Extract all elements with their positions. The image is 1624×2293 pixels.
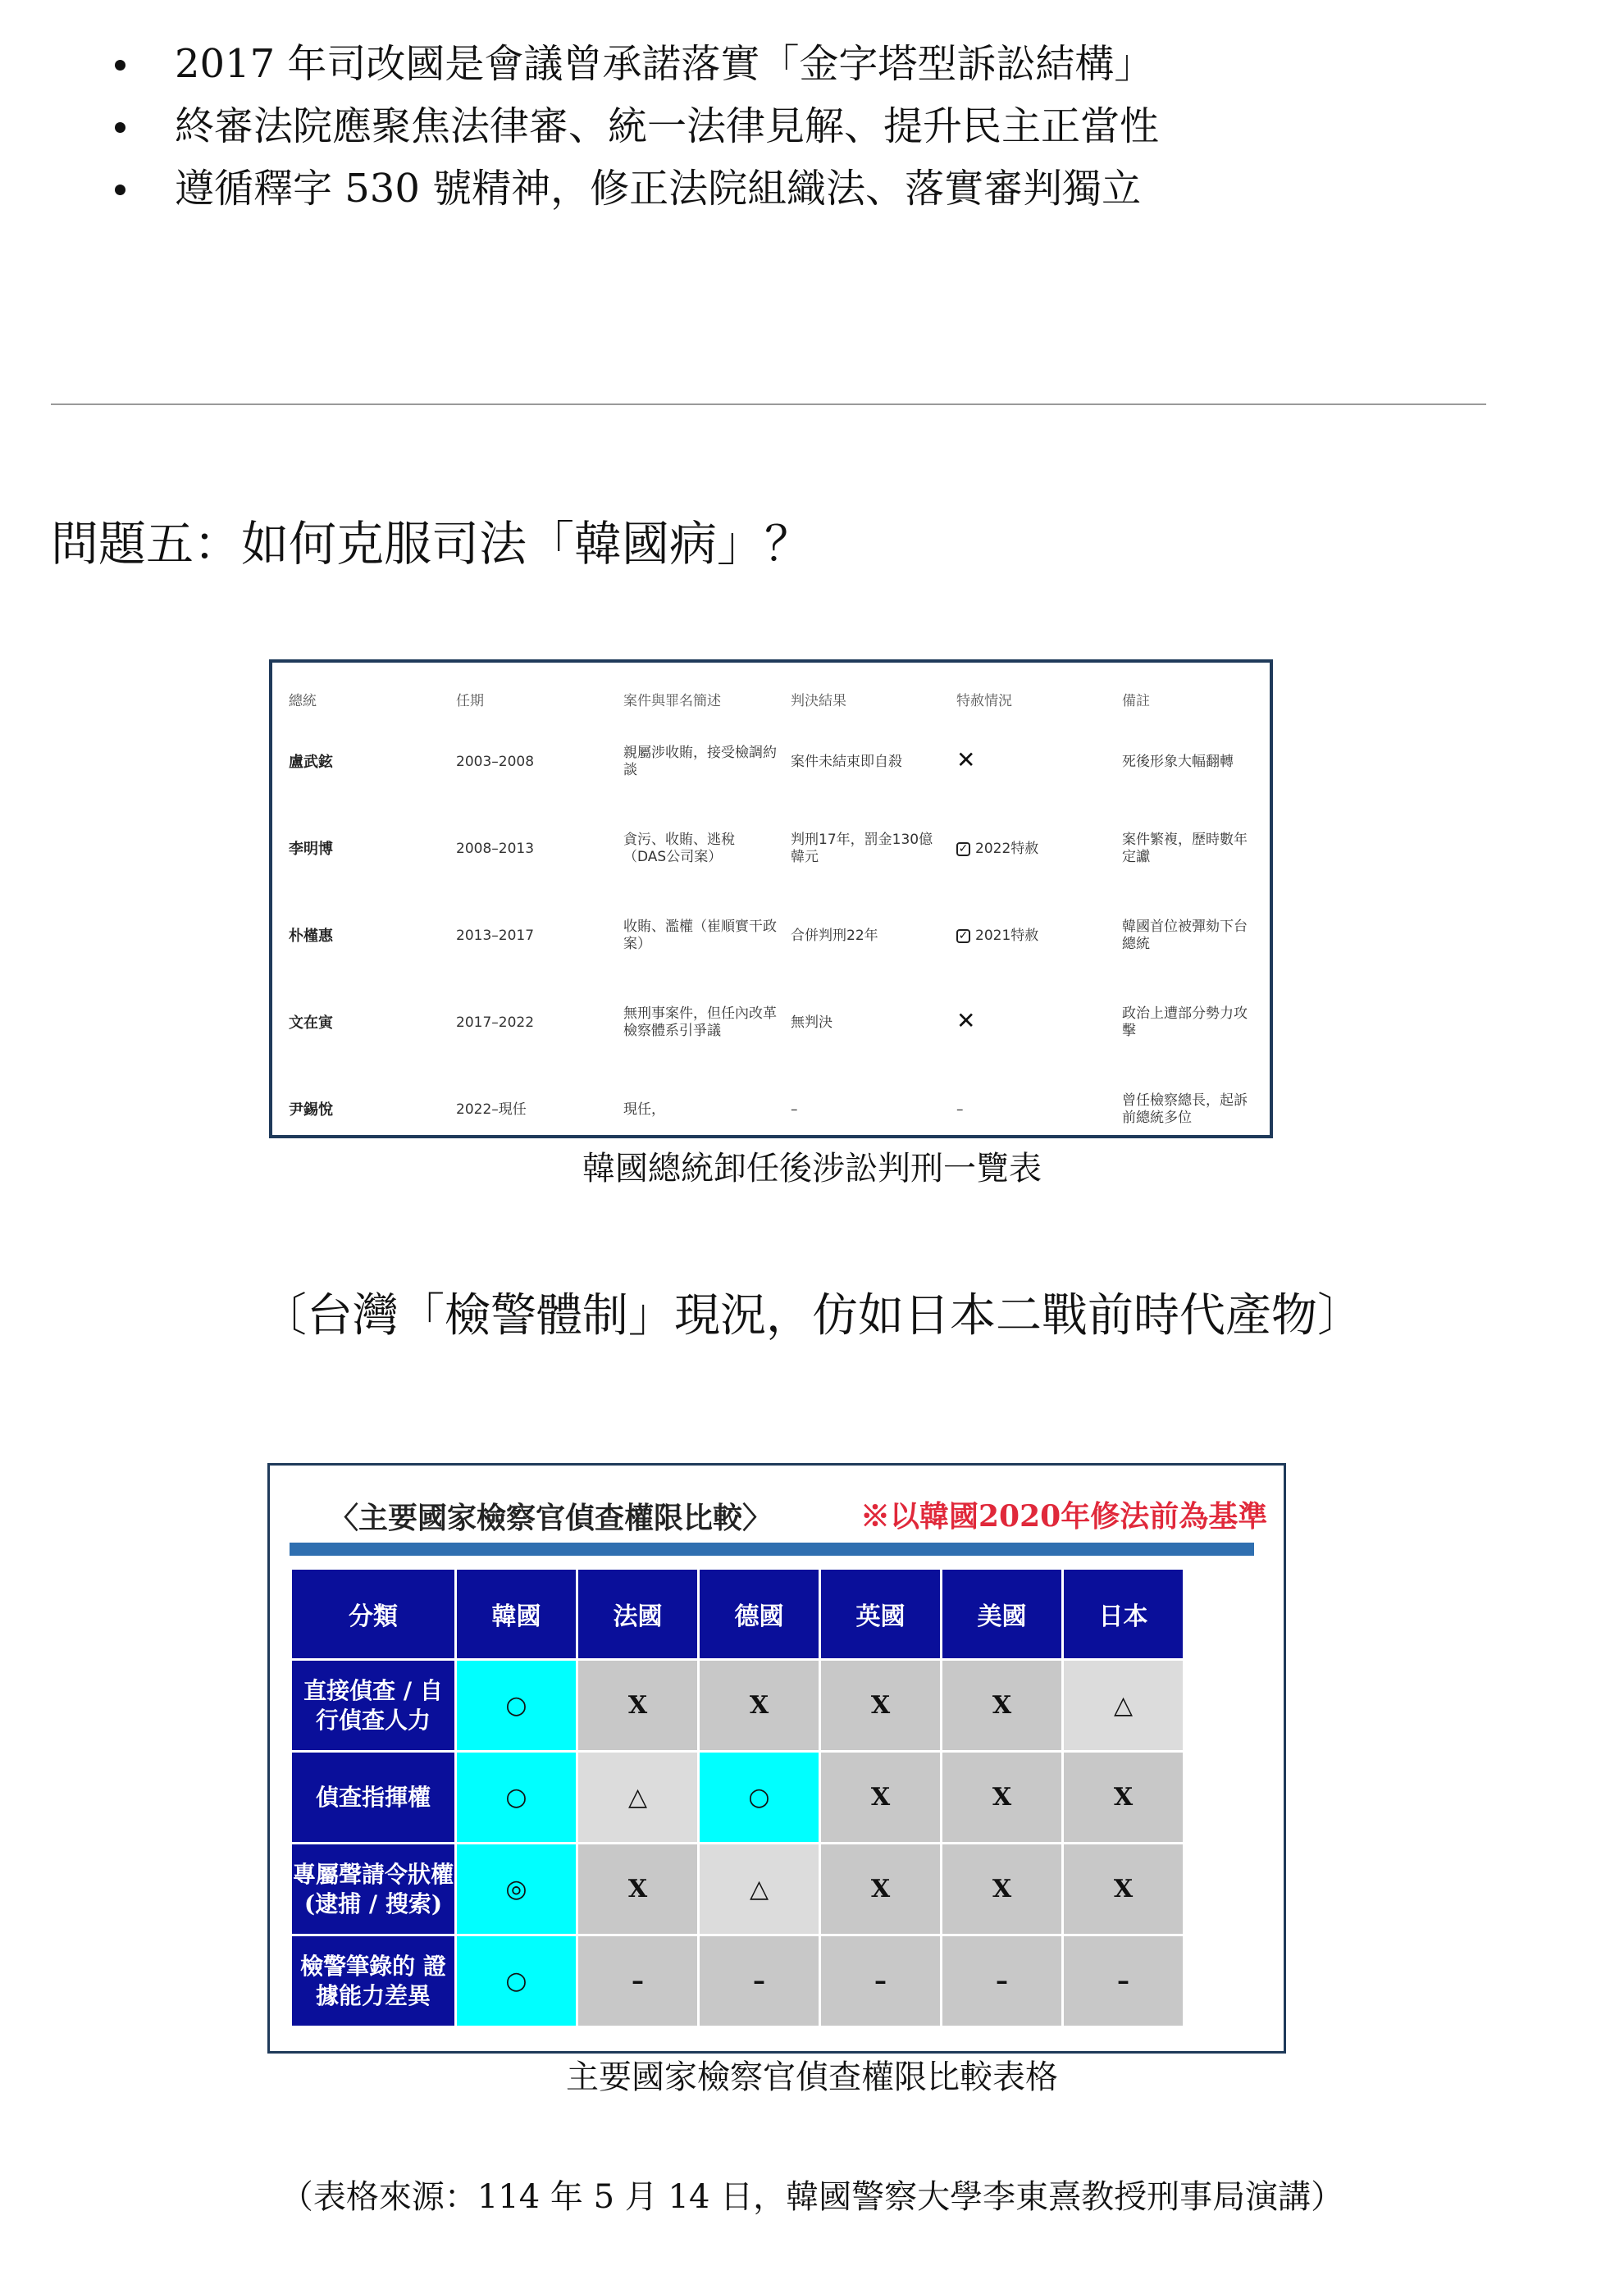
column-header: 案件與罪名簡述: [623, 692, 721, 709]
column-header: 法國: [578, 1570, 697, 1658]
comparison-cell: X: [700, 1661, 819, 1750]
korea-presidents-table: [282, 679, 1263, 1153]
president-name-cell: 朴槿惠: [289, 927, 333, 945]
pardon-status: [956, 928, 1038, 945]
case-cell: 親屬涉收賄，接受檢調約談: [623, 745, 777, 778]
section-heading: 〔台灣「檢警體制」現況，仿如日本二戰前時代產物〕: [261, 1289, 1363, 1343]
table-header-row: [292, 1570, 1183, 1658]
comparison-cell: X: [942, 1753, 1061, 1842]
column-header: 韓國: [457, 1570, 576, 1658]
comparison-cell: ○: [700, 1753, 819, 1842]
bullet-item: 終審法院應聚焦法律審、統一法律見解、提升民主正當性: [107, 95, 1159, 157]
table-row: [292, 1661, 1183, 1750]
comparison-cell: X: [821, 1753, 940, 1842]
comparison-cell: –: [942, 1936, 1061, 2026]
table-header-row: [282, 679, 1263, 718]
comparison-cell: –: [1064, 1936, 1183, 2026]
note-cell: 案件繁複，歷時數年定讞: [1122, 832, 1248, 865]
table-row: [292, 1936, 1183, 2026]
comparison-cell: –: [578, 1936, 697, 2026]
column-header: 分類: [292, 1570, 454, 1658]
figure-caption: 韓國總統卸任後涉訟判刑一覽表: [582, 1150, 1042, 1188]
figure-title: 〈主要國家檢察官偵查權限比較〉: [329, 1501, 773, 1535]
term-cell: 2022–現任: [456, 1101, 527, 1118]
term-cell: 2008–2013: [456, 840, 535, 857]
comparison-cell: X: [1064, 1753, 1183, 1842]
horizontal-divider: [51, 403, 1486, 405]
verdict-cell: 合併判刑22年: [791, 927, 878, 944]
pardon-text: 2021特赦: [975, 927, 1039, 944]
note-cell: 曾任檢察總長，起訴前總統多位: [1122, 1092, 1248, 1126]
section-heading: 問題五：如何克服司法「韓國病」？: [51, 516, 813, 572]
column-header: 德國: [700, 1570, 819, 1658]
category-cell: 檢警筆錄的 證據能力差異: [292, 1936, 454, 2026]
table-row: [282, 805, 1263, 892]
table-row: [282, 1066, 1263, 1153]
verdict-cell: 無判決: [791, 1014, 833, 1031]
table-row: [292, 1753, 1183, 1842]
figure-note: ※以韓國2020年修法前為基準: [860, 1499, 1268, 1534]
bullet-item: 遵循釋字 530 號精神，修正法院組織法、落實審判獨立: [107, 157, 1159, 220]
case-cell: 貪污、收賄、逃稅（DAS公司案）: [623, 832, 735, 865]
table-row: [282, 718, 1263, 805]
column-header: 任期: [456, 692, 484, 709]
category-cell: 偵查指揮權: [292, 1753, 454, 1842]
pardon-text: –: [956, 1101, 964, 1118]
prosecutor-powers-table: [290, 1567, 1185, 2028]
comparison-cell: X: [821, 1661, 940, 1750]
category-cell: 專屬聲請令狀權 (逮捕 / 搜索): [292, 1844, 454, 1934]
pardon-cell: [950, 892, 1115, 979]
pardon-cell: [950, 1066, 1115, 1153]
pardon-status: [956, 841, 1038, 858]
comparison-cell: X: [942, 1661, 1061, 1750]
checkbox-checked-icon: ✓: [956, 842, 970, 856]
president-name-cell: 李明博: [289, 840, 333, 858]
term-cell: 2013–2017: [456, 927, 535, 944]
comparison-cell: △: [578, 1753, 697, 1842]
table-row: [282, 979, 1263, 1066]
pardon-cell: [950, 718, 1115, 805]
term-cell: 2003–2008: [456, 753, 535, 770]
comparison-cell: X: [1064, 1844, 1183, 1934]
column-header: 總統: [289, 692, 317, 709]
comparison-cell: ○: [457, 1936, 576, 2026]
category-cell: 直接偵查 / 自行偵查人力: [292, 1661, 454, 1750]
table-row: [292, 1844, 1183, 1934]
comparison-cell: △: [700, 1844, 819, 1934]
president-name-cell: 尹錫悅: [289, 1101, 333, 1119]
korea-presidents-table-figure: [269, 659, 1273, 1138]
column-header: 美國: [942, 1570, 1061, 1658]
comparison-cell: –: [821, 1936, 940, 2026]
comparison-cell: △: [1064, 1661, 1183, 1750]
comparison-cell: –: [700, 1936, 819, 2026]
verdict-cell: –: [791, 1101, 798, 1118]
comparison-cell: ○: [457, 1661, 576, 1750]
table-row: [282, 892, 1263, 979]
note-cell: 政治上遭部分勢力攻擊: [1122, 1005, 1248, 1039]
prosecutor-powers-figure: [267, 1463, 1286, 2054]
pardon-cell: [950, 805, 1115, 892]
column-header: 備註: [1122, 692, 1150, 709]
cross-icon: ✕: [956, 1007, 976, 1034]
pardon-text: 2022特赦: [975, 840, 1039, 857]
note-cell: 韓國首位被彈劾下台總統: [1122, 919, 1248, 952]
bullet-list: [107, 33, 1159, 220]
case-cell: 現任，: [623, 1101, 665, 1118]
column-header: 英國: [821, 1570, 940, 1658]
source-note: （表格來源：114 年 5 月 14 日，韓國警察大學李東熹教授刑事局演講）: [280, 2178, 1344, 2216]
column-header: 日本: [1064, 1570, 1183, 1658]
checkbox-checked-icon: ✓: [956, 929, 970, 943]
president-name-cell: 文在寅: [289, 1014, 333, 1032]
comparison-cell: ○: [457, 1753, 576, 1842]
case-cell: 無刑事案件，但任內改革檢察體系引爭議: [623, 1005, 777, 1039]
pardon-cell: [950, 979, 1115, 1066]
comparison-cell: X: [578, 1661, 697, 1750]
president-name-cell: 盧武鉉: [289, 753, 333, 771]
verdict-cell: 判刑17年，罰金130億韓元: [791, 832, 933, 865]
comparison-cell: X: [821, 1844, 940, 1934]
comparison-cell: X: [942, 1844, 1061, 1934]
verdict-cell: 案件未結束即自殺: [791, 753, 902, 770]
note-cell: 死後形象大幅翻轉: [1122, 753, 1234, 770]
column-header: 判決結果: [791, 692, 846, 709]
term-cell: 2017–2022: [456, 1014, 535, 1031]
figure-caption: 主要國家檢察官偵查權限比較表格: [566, 2058, 1058, 2096]
case-cell: 收賄、濫權（崔順實干政案）: [623, 919, 777, 952]
comparison-cell: X: [578, 1844, 697, 1934]
bullet-item: 2017 年司改國是會議曾承諾落實「金字塔型訴訟結構」: [107, 33, 1159, 95]
column-header: 特赦情況: [956, 692, 1012, 709]
comparison-cell: ◎: [457, 1844, 576, 1934]
title-underline-bar: [290, 1543, 1254, 1556]
cross-icon: ✕: [956, 746, 976, 773]
